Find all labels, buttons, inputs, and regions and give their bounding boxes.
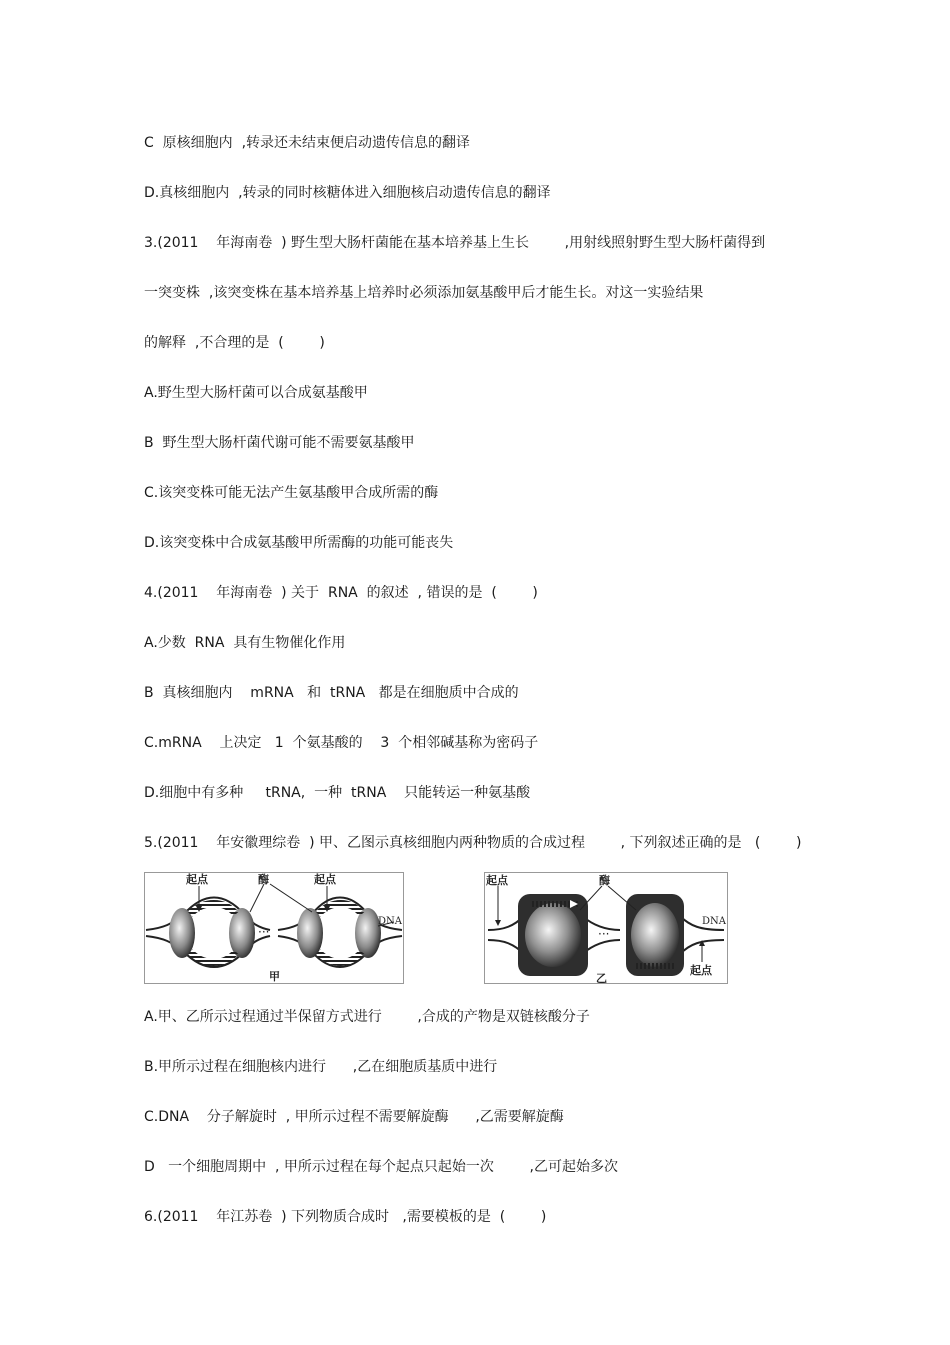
label-dna: DNA [378, 916, 402, 927]
label-qidian-left: 起点 [186, 873, 208, 886]
option-a-q3: A.野生型大肠杆菌可以合成氨基酸甲 [144, 385, 368, 401]
question-4-stem: 4.(2011 年海南卷 ) 关于 RNA 的叙述 , 错误的是 ( ) [144, 585, 538, 601]
question-3-stem-2: 一突变株 ,该突变株在基本培养基上培养时必须添加氨基酸甲后才能生长。对这一实验结果 [144, 285, 704, 301]
option-d-q3: D.该突变株中合成氨基酸甲所需酶的功能可能丧失 [144, 535, 454, 551]
svg-text:···: ··· [258, 925, 270, 939]
enzyme-complex-left [518, 894, 588, 976]
enzyme-complex-right [626, 894, 684, 976]
option-a-q5: A.甲、乙所示过程通过半保留方式进行 ,合成的产物是双链核酸分子 [144, 1009, 590, 1025]
option-d-q5: D 一个细胞周期中 , 甲所示过程在每个起点只起始一次 ,乙可起始多次 [144, 1159, 618, 1175]
figure-jia-diagram [144, 872, 404, 984]
question-5-stem: 5.(2011 年安徽理综卷 ) 甲、乙图示真核细胞内两种物质的合成过程 , 下列叙述正确的是 ( ) [144, 835, 802, 851]
figure-yi-diagram [484, 872, 728, 984]
option-d-q4: D.细胞中有多种 tRNA, 一种 tRNA 只能转运一种氨基酸 [144, 785, 531, 801]
option-c-q5: C.DNA 分子解旋时 , 甲所示过程不需要解旋酶 ,乙需要解旋酶 [144, 1109, 564, 1125]
option-d-q2: D.真核细胞内 ,转录的同时核糖体进入细胞核启动遗传信息的翻译 [144, 185, 551, 201]
option-a-q4: A.少数 RNA 具有生物催化作用 [144, 635, 346, 651]
label-dna-yi: DNA [702, 916, 726, 927]
option-b-q3: B 野生型大肠杆菌代谢可能不需要氨基酸甲 [144, 435, 415, 451]
question-3-stem-3: 的解释 ,不合理的是 ( ) [144, 335, 325, 351]
label-mei-yi: 酶 [599, 874, 610, 887]
option-c-q4: C.mRNA 上决定 1 个氨基酸的 3 个相邻碱基称为密码子 [144, 735, 539, 751]
svg-text:···: ··· [598, 927, 610, 941]
label-qidian-bottom: 起点 [690, 964, 712, 977]
label-qidian-top: 起点 [486, 874, 508, 887]
question-6-stem: 6.(2011 年江苏卷 ) 下列物质合成时 ,需要模板的是 ( ) [144, 1209, 547, 1225]
label-mei: 酶 [258, 873, 269, 886]
caption-jia: 甲 [269, 970, 280, 983]
label-qidian-right: 起点 [314, 873, 336, 886]
option-b-q4: B 真核细胞内 mRNA 和 tRNA 都是在细胞质中合成的 [144, 685, 519, 701]
option-c-q3: C.该突变株可能无法产生氨基酸甲合成所需的酶 [144, 485, 439, 501]
caption-yi: 乙 [596, 972, 607, 984]
option-b-q5: B.甲所示过程在细胞核内进行 ,乙在细胞质基质中进行 [144, 1059, 498, 1075]
figure-jia [144, 872, 404, 984]
figure-yi [484, 872, 728, 984]
question-3-stem: 3.(2011 年海南卷 ) 野生型大肠杆菌能在基本培养基上生长 ,用射线照射野生型大肠杆菌得到 [144, 235, 766, 251]
option-c-q2: C 原核细胞内 ,转录还未结束便启动遗传信息的翻译 [144, 135, 471, 151]
